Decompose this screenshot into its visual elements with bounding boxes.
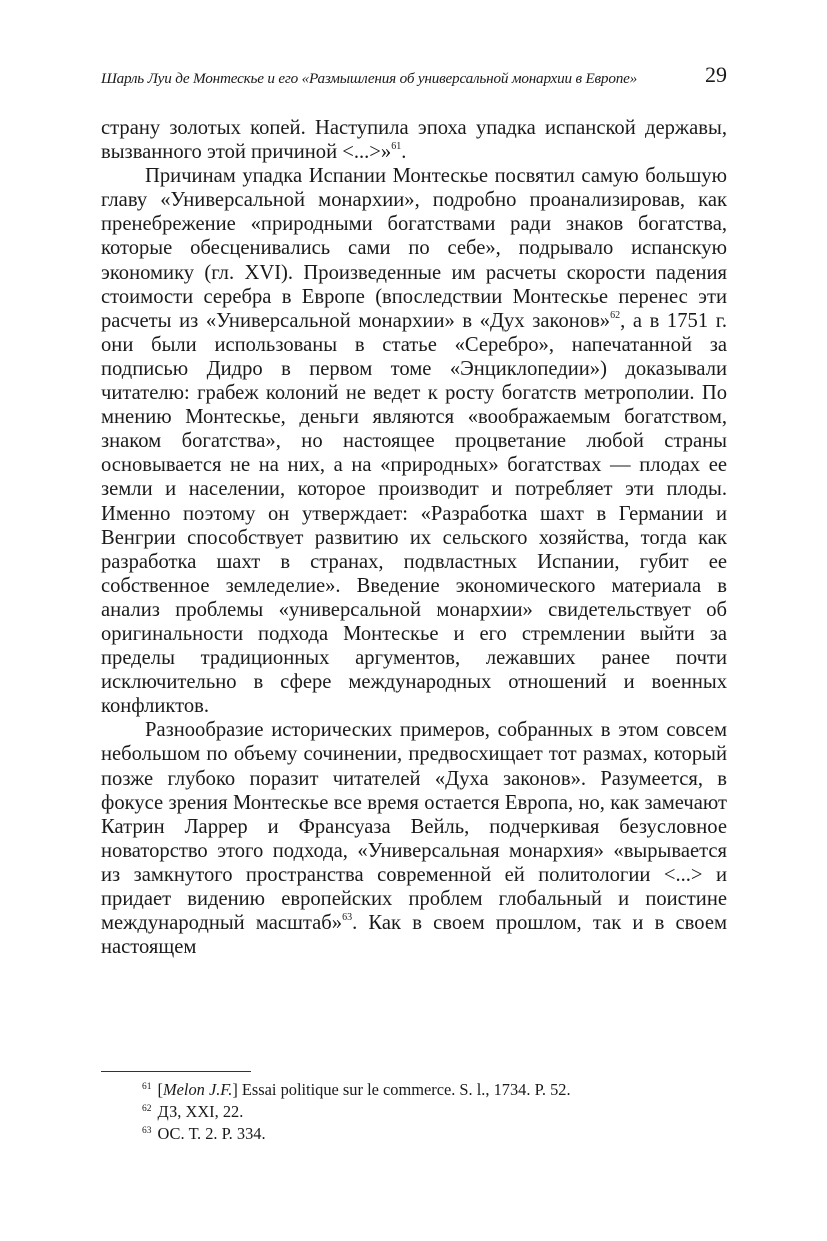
footnote-ref-61: 61 — [391, 141, 402, 153]
footnote-text: ОС. Т. 2. Р. 334. — [157, 1124, 266, 1143]
footnotes — [142, 1079, 727, 1145]
paragraph-1-tail: . — [401, 141, 407, 164]
running-head — [101, 62, 727, 92]
footnote-ref-62: 62 — [610, 309, 621, 321]
footnote-62 — [142, 1101, 727, 1123]
footnote-number: 62 — [142, 1104, 152, 1114]
paragraph-3 — [101, 718, 727, 959]
footnote-number: 61 — [142, 1082, 152, 1092]
paragraph-3-text-a: Разнообразие исторических примеров, собранных в этом совсем небольшом по объему сочинении, предвосхищает тот размах, который позже глубоко поразит читателей «Духа законов». Разумеется, в фокусе зрения Монтескье все время остается Европа, но, как замечают Катрин Ларрер и Франсуаза Вейль, подчеркивая безусловное новаторство этого подхода, «Универсальная монархия» «вырывается из замкнутого пространства современной ей политологии <...> и придает видению европейских проблем глобальный и поистине международный масштаб» — [101, 719, 727, 935]
paragraph-1-text: страну золотых копей. Наступила эпоха упадка испанской державы, вызванного этой причиной <...>» — [101, 117, 727, 164]
running-title: Шарль Луи де Монтескье и его «Размышления об универсальной монархии в Европе» — [101, 70, 638, 87]
page-number: 29 — [705, 62, 727, 87]
body-text — [101, 116, 727, 959]
footnote-text: ] Essai politique sur le commerce. S. l., 1734. P. 52. — [232, 1080, 571, 1099]
footnote-61 — [142, 1079, 727, 1101]
footnote-author: Melon J.F. — [162, 1080, 233, 1099]
footnote-63 — [142, 1123, 727, 1145]
footnote-bracket-open: [ — [157, 1080, 163, 1099]
paragraph-3-text-b: . Как в своем прошлом, так и в своем настоящем — [101, 912, 727, 959]
footnote-divider — [101, 1071, 251, 1072]
footnote-ref-63: 63 — [342, 912, 353, 924]
footnote-number: 63 — [142, 1126, 152, 1136]
footnote-text: ДЗ, XXI, 22. — [157, 1102, 244, 1121]
book-page — [101, 0, 727, 1241]
paragraph-2-text-b: , а в 1751 г. они были использованы в статье «Серебро», напечатанной за подписью Дидро в первом томе «Энциклопедии») доказывали читателю: грабеж колоний не ведет к росту богатств метрополии. По мнению Монтескье, деньги являются «воображаемым богатством, знаком богатства», но настоящее процветание любой страны основывается не на них, а на «природных» богатствах — плодах ее земли и населении, которое производит и потребляет эти плоды. Именно поэтому он утверждает: «Разработка шахт в Германии и Венгрии способствует развитию их сельского хозяйства, тогда как разработка шахт в странах, подвластных Испании, губит ее собственное земледелие». Введение экономического материала в анализ проблемы «универсальной монархии» свидетельствует об оригинальности подхода Монтескье и его стремлении выйти за пределы традиционных аргументов, лежавших ранее почти исключительно в сфере международных отношений и военных конфликтов. — [101, 309, 727, 718]
paragraph-1 — [101, 116, 727, 164]
paragraph-2-text-a: Причинам упадка Испании Монтескье посвятил самую большую главу «Универсальной монархии», подробно проанализировав, как пренебрежение «природными богатствами ради знаков богатства, которые обесценивались сами по себе», подрывало испанскую экономику (гл. XVI). Произведенные им расчеты скорости падения стоимости серебра в Европе (впоследствии Монтескье перенес эти расчеты из «Универсальной монархии» в «Дух законов» — [101, 165, 727, 332]
paragraph-2 — [101, 164, 727, 718]
